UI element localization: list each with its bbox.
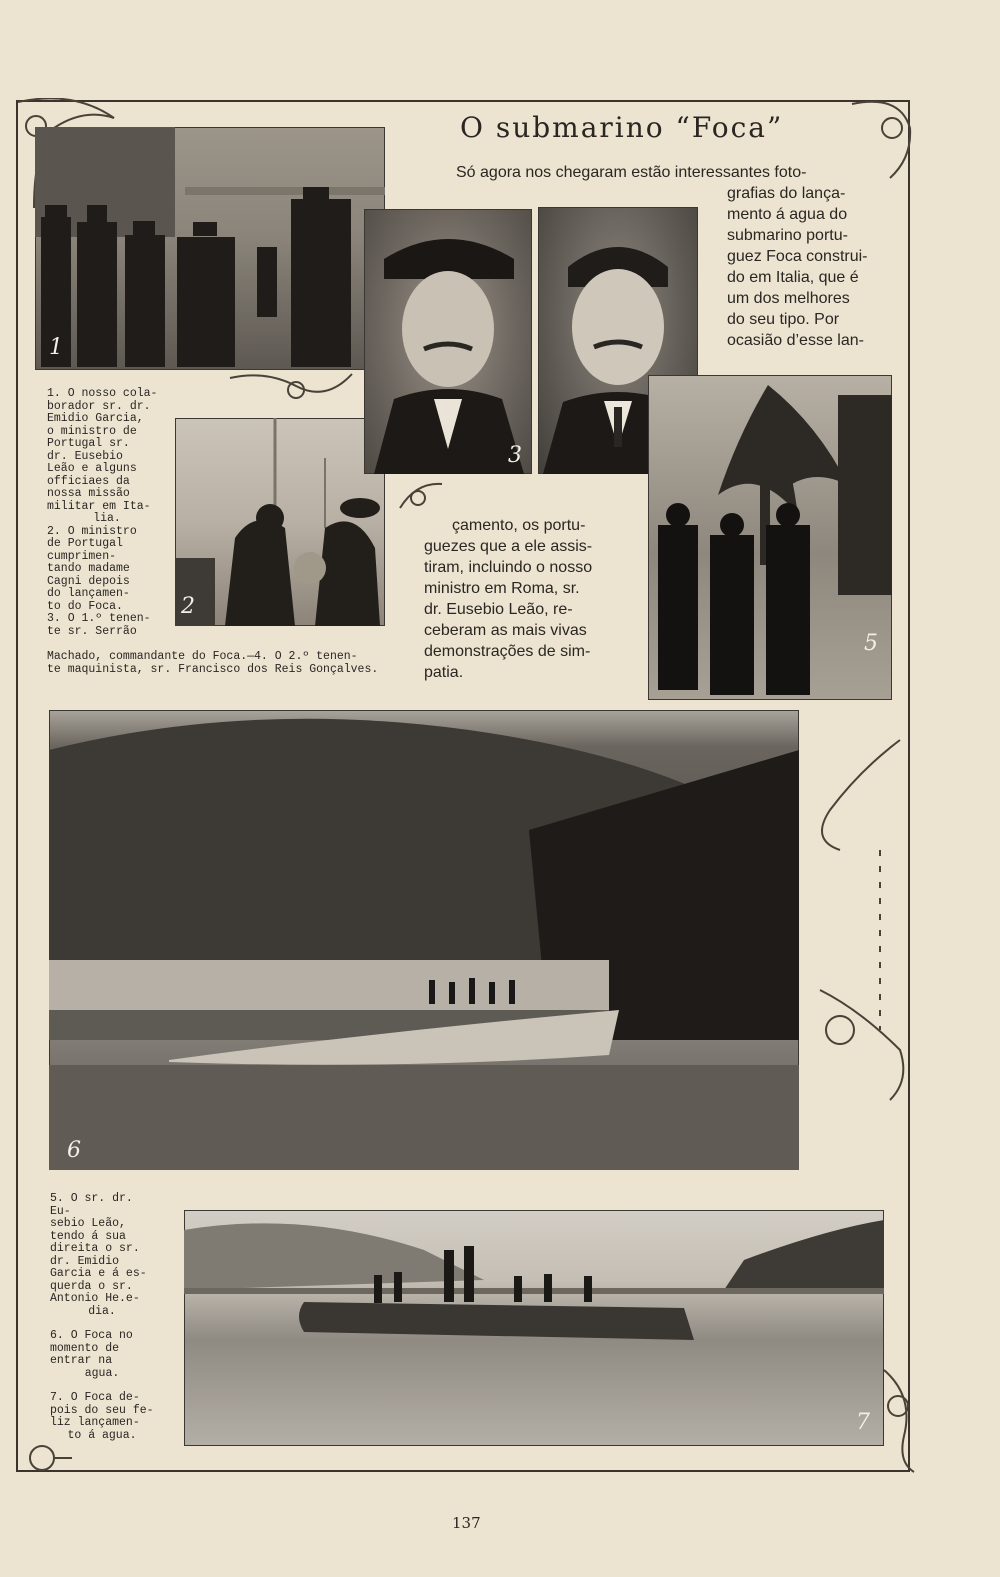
caption-line: Cagni depois — [47, 574, 130, 588]
photo-3-figure — [364, 209, 532, 474]
caption-line: o ministro de — [47, 424, 137, 438]
intro-line: mento á agua do — [727, 206, 848, 223]
caption-line: dia. — [88, 1304, 116, 1318]
photo-1-officials — [35, 127, 385, 370]
photo-5-figures — [648, 375, 892, 700]
ornament-right-scroll — [800, 730, 920, 1110]
caption-line: Portugal sr. — [47, 437, 130, 450]
caption-line: Antonio He.e- — [50, 1292, 140, 1305]
continuation-line: demonstrações de sim- — [424, 643, 591, 660]
page-number: 137 — [452, 1514, 481, 1532]
caption-line: 3. O 1.º tenen- — [47, 612, 151, 625]
article-continuation — [424, 515, 624, 683]
photo-2-number: 2 — [181, 594, 195, 619]
caption-line: cumprimen- — [47, 549, 117, 563]
intro-line: do em Italia, que é — [727, 269, 859, 286]
caption-line: militar em Ita- — [47, 499, 151, 513]
continuation-line: ministro em Roma, sr. — [424, 580, 580, 597]
continuation-line: dr. Eusebio Leão, re- — [424, 601, 573, 618]
caption-photos-3-4-wide — [47, 651, 407, 676]
caption-line: sebio Leão, — [50, 1217, 126, 1230]
caption-line: te maquinista, sr. Francisco dos Reis Gonçalves. — [47, 662, 379, 676]
intro-line: ocasião d’esse lan- — [727, 332, 864, 349]
caption-line: Garcia e á es- — [50, 1267, 147, 1280]
intro-line: submarino portu- — [727, 227, 848, 244]
caption-line: do lançamen- — [47, 587, 130, 600]
caption-line: entrar na — [50, 1354, 113, 1367]
ornament-small-mid — [396, 478, 446, 514]
photo-1-figures — [35, 127, 385, 370]
caption-line: tando madame — [47, 562, 130, 575]
photo-3-number: 3 — [508, 443, 522, 468]
continuation-line: ceberam as mais vivas — [424, 622, 587, 639]
photo-7-number: 7 — [856, 1410, 870, 1435]
caption-line: borador sr. dr. — [47, 399, 151, 413]
photo-5-group-palms — [648, 375, 892, 700]
intro-line: Só agora nos chegaram estão interessantes foto- — [456, 164, 807, 181]
article-intro-column — [727, 183, 887, 351]
photo-6-scene — [49, 710, 799, 1170]
caption-line: dr. Eusebio — [47, 449, 123, 463]
caption-photos-1-3 — [47, 388, 167, 638]
photo-5-number: 5 — [864, 631, 878, 656]
intro-line: um dos melhores — [727, 290, 850, 307]
caption-photos-5-7 — [50, 1193, 154, 1442]
caption-line: Machado, commandante do Foca.—4. O 2.º tenen- — [47, 650, 358, 663]
photo-6-number: 6 — [67, 1138, 81, 1163]
caption-line: Leão e alguns — [47, 462, 137, 475]
caption-line: 6. O Foca no — [50, 1329, 133, 1342]
continuation-line: patia. — [424, 664, 464, 681]
caption-line: momento de — [50, 1341, 120, 1355]
caption-line: 2. O ministro — [47, 524, 137, 538]
continuation-line: çamento, os portu- — [452, 517, 586, 534]
caption-line: 5. O sr. dr. Eu- — [50, 1192, 133, 1218]
caption-line: tendo á sua — [50, 1229, 126, 1243]
caption-line: to á agua. — [67, 1428, 137, 1442]
caption-line: 7. O Foca de- — [50, 1391, 140, 1404]
caption-line: te sr. Serrão — [47, 624, 137, 638]
caption-line: querda o sr. — [50, 1279, 133, 1293]
intro-line: do seu tipo. Por — [727, 311, 840, 328]
caption-line: direita o sr. — [50, 1242, 140, 1255]
intro-line: guez Foca construi- — [727, 248, 868, 265]
photo-7-scene — [184, 1210, 884, 1446]
article-intro — [456, 162, 886, 183]
photo-7-afloat — [184, 1210, 884, 1446]
photo-3-portrait-lieutenant — [364, 209, 532, 474]
caption-line: Emidio Garcia, — [47, 412, 144, 425]
ornament-bottom-left — [24, 1438, 74, 1478]
caption-line: agua. — [84, 1366, 120, 1380]
caption-line: officiaes da — [47, 474, 130, 488]
photo-6-launch — [49, 710, 799, 1170]
caption-line: pois do seu fe- — [50, 1403, 154, 1417]
ornament-small-center — [226, 368, 356, 412]
photo-2-figures — [175, 418, 385, 626]
continuation-line: guezes que a ele assis- — [424, 538, 593, 555]
caption-line: lia. — [93, 512, 121, 525]
caption-line: liz lançamen- — [50, 1416, 140, 1429]
caption-line: 1. O nosso cola- — [47, 387, 158, 400]
photo-2-greeting — [175, 418, 385, 626]
caption-line: dr. Emidio — [50, 1254, 120, 1268]
photo-1-number: 1 — [49, 335, 63, 360]
caption-line: nossa missão — [47, 487, 130, 500]
intro-line: grafias do lança- — [727, 185, 846, 202]
article-title: O submarino “Foca” — [460, 111, 784, 144]
caption-line: to do Foca. — [47, 599, 123, 613]
continuation-line: tiram, incluindo o nosso — [424, 559, 593, 576]
caption-line: de Portugal — [47, 537, 123, 550]
